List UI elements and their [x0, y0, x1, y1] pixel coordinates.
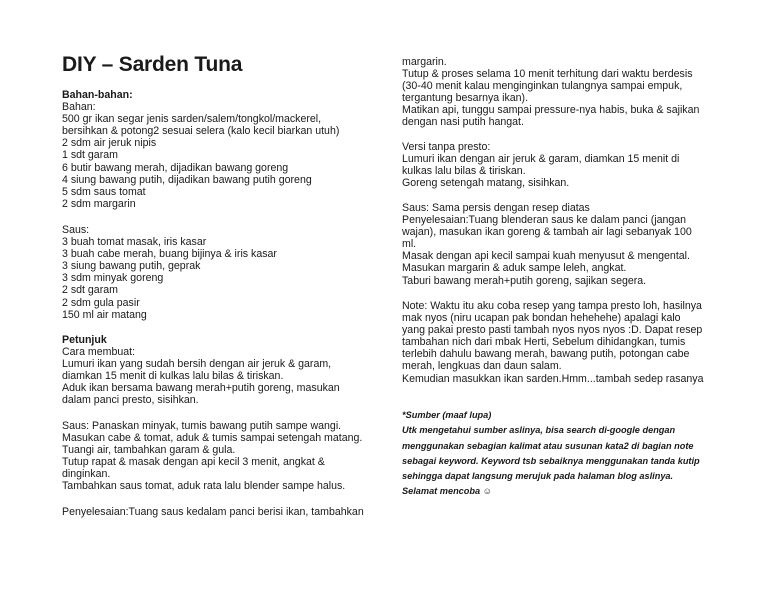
text-line: mak nyos (niru ucapan pak bondan hehehehe) apalagi kalo [402, 312, 681, 325]
versi-section [402, 141, 679, 189]
text-line: Masak dengan api kecil sampai kuah menyusut & mengental. [402, 250, 690, 263]
text-line: Lumuri ikan yang sudah bersih dengan air jeruk & garam, [62, 358, 332, 371]
text-line: Versi tanpa presto: [402, 141, 491, 153]
text-line: 1 sdt garam [62, 149, 118, 162]
text-line: Kemudian masukkan ikan sarden.Hmm...tambah sedep rasanya [402, 372, 704, 385]
text-line: Tutup & proses selama 10 menit terhitung dari waktu berdesis [402, 68, 693, 81]
text-line: 6 butir bawang merah, dijadikan bawang goreng [62, 161, 289, 174]
text-line: 4 siung bawang putih, dijadikan bawang putih goreng [62, 173, 312, 186]
text-line: tergantung besarnya ikan). [402, 92, 529, 105]
text-line: 2 sdm air jeruk nipis [62, 137, 157, 150]
text-line: 2 sdt garam [62, 284, 118, 297]
text-line: wajan), masukan ikan goreng & tambah air lagi sebanyak 100 [402, 226, 692, 239]
text-line: Goreng setengah matang, sisihkan. [402, 177, 570, 190]
source-line: *Sumber (maaf lupa) [402, 410, 492, 420]
text-line: Penyelesaian:Tuang saus kedalam panci berisi ikan, tambahkan [62, 506, 364, 518]
text-line: margarin. [402, 56, 447, 68]
text-line: diamkan 15 menit di kulkas lalu bilas & tiriskan. [62, 370, 284, 383]
text-line: Note: Waktu itu aku coba resep yang tampa presto loh, hasilnya [402, 300, 702, 312]
text-line: 2 sdm gula pasir [62, 296, 140, 309]
bahan-heading: Bahan-bahan: [62, 89, 133, 101]
text-line: dengan nasi putih hangat. [402, 116, 524, 129]
text-line: 3 sdm minyak goreng [62, 272, 164, 285]
text-line: Saus: Panaskan minyak, tumis bawang putih sampe wangi. [62, 420, 342, 432]
text-line: 500 gr ikan segar jenis sarden/salem/tongkol/mackerel, [62, 113, 322, 126]
text-line: 2 sdm margarin [62, 197, 136, 210]
bahan-section [62, 89, 339, 210]
text-line: yang pakai presto pasti tambah nyos nyos nyos :D. Dapat resep [402, 324, 703, 337]
text-line: Tuangi air, tambahkan garam & gula. [62, 444, 236, 457]
text-line: 5 sdm saus tomat [62, 185, 146, 198]
source-line: sehingga dapat langsung merujuk pada halaman blog aslinya. [402, 471, 674, 482]
text-line: kulkas lalu bilas & tiriskan. [402, 165, 526, 178]
page-title: DIY – Sarden Tuna [62, 53, 243, 76]
text-line: 150 ml air matang [62, 308, 147, 321]
text-line: Penyelesaian:Tuang blenderan saus ke dalam panci (jangan [402, 214, 687, 227]
petunjuk-heading: Petunjuk [62, 334, 107, 346]
penyelesaian-section [62, 506, 364, 518]
text-line: Saus: Sama persis dengan resep diatas [402, 202, 590, 214]
text-line: Lumuri ikan dengan air jeruk & garam, diamkan 15 menit di [402, 153, 680, 166]
text-line: 3 siung bawang putih, geprak [62, 260, 201, 273]
text-line: Matikan api, tunggu sampai pressure-nya habis, buka & sajikan [402, 104, 700, 117]
source-line: Selamat mencoba ☺ [402, 486, 493, 497]
text-line: Tambahkan saus tomat, aduk rata lalu blender sampe halus. [62, 480, 346, 493]
note-section [402, 300, 704, 385]
text-line: 3 buah tomat masak, iris kasar [62, 236, 207, 249]
saus-step-section [62, 420, 362, 493]
text-line: Taburi bawang merah+putih goreng, sajikan segera. [402, 274, 647, 287]
source-note [402, 408, 700, 500]
text-line: Masukan margarin & aduk sampe leleh, angkat. [402, 262, 627, 275]
text-line: Tutup rapat & masak dengan api kecil 3 menit, angkat & [62, 456, 325, 469]
source-line: sebagai keyword. Keyword tsb sebaiknya menggunakan tanda kutip [402, 455, 700, 466]
text-line: Masukan cabe & tomat, aduk & tumis sampai setengah matang. [62, 432, 363, 445]
source-line: Utk mengetahui sumber aslinya, bisa search di-google dengan [402, 425, 676, 436]
text-line: dalam panci presto, sisihkan. [62, 394, 199, 407]
text-line: (30-40 menit kalau menginginkan tulangnya sampai empuk, [402, 80, 683, 93]
text-line: dinginkan. [62, 468, 111, 481]
text-line: Aduk ikan bersama bawang merah+putih goreng, masukan [62, 382, 340, 395]
text-line: tambahan nich dari mbak Herti, Sebelum dihidangkan, tumis [402, 336, 686, 349]
text-line: 3 buah cabe merah, buang bijinya & iris kasar [62, 248, 277, 261]
text-line: bersihkan & potong2 sesuai selera (kalo kecil biarkan utuh) [62, 125, 340, 138]
continued-section [402, 56, 699, 129]
saus-section [62, 224, 277, 321]
text-line: terlebih dahulu bawang merah, bawang putih, potongan cabe [402, 348, 690, 361]
text-line: Bahan: [62, 101, 96, 114]
text-line: Saus: [62, 224, 90, 236]
text-line: merah, lengkuas dan daun salam. [402, 360, 562, 373]
saus2-section [402, 202, 692, 287]
source-line: menggunakan sebagian kalimat atau susunan kata2 di bagian note [402, 440, 694, 451]
text-line: Cara membuat: [62, 346, 136, 359]
petunjuk-section [62, 334, 340, 407]
text-line: ml. [402, 238, 417, 251]
